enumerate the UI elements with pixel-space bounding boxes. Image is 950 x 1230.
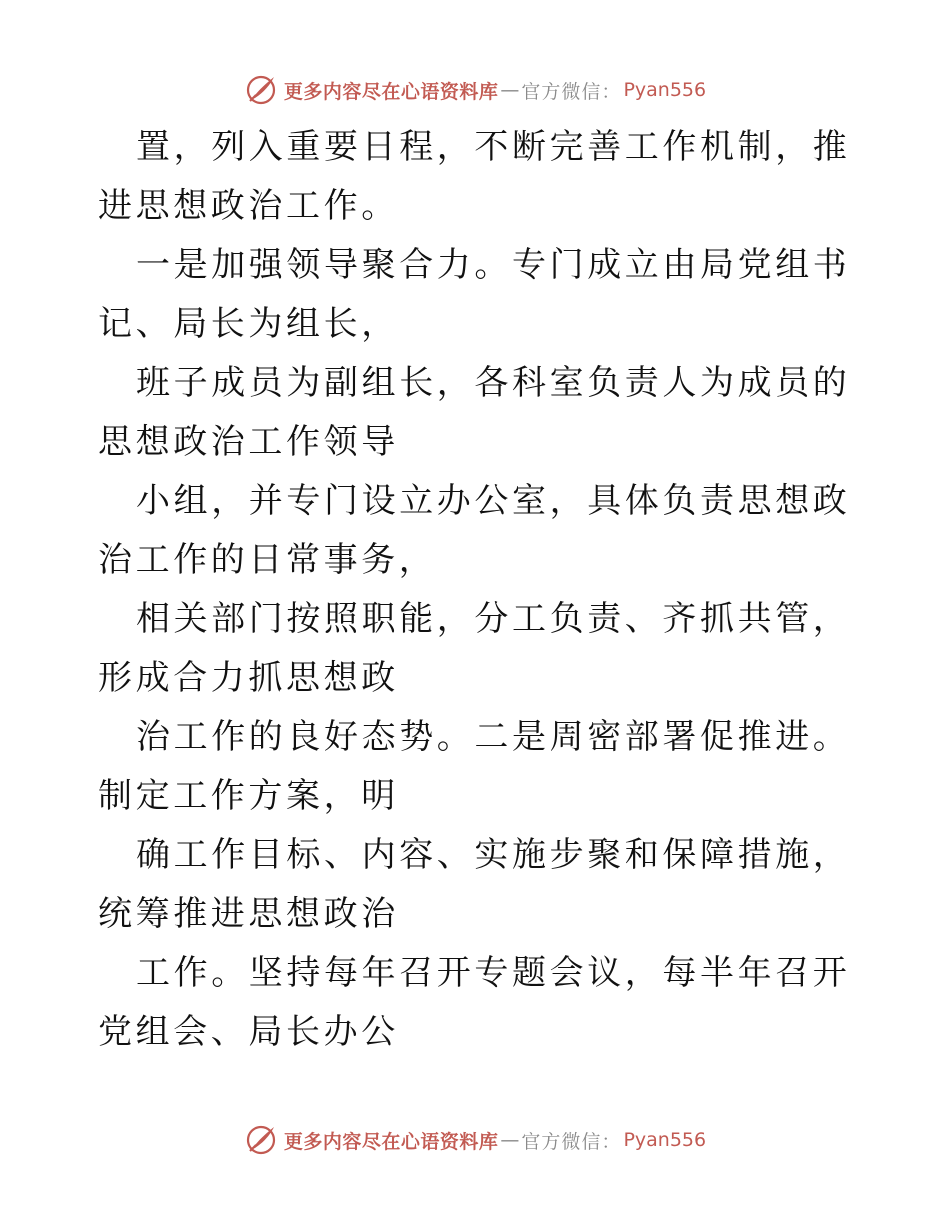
paragraph-2: 一是加强领导聚合力。专门成立由局党组书记、局长为组长， bbox=[98, 245, 851, 344]
quill-logo-icon bbox=[244, 1123, 278, 1157]
header-banner-dash: — bbox=[500, 79, 520, 101]
paragraph-6: 治工作的良好态势。二是周密部署促推进。制定工作方案，明 bbox=[98, 717, 851, 816]
paragraph-7: 确工作目标、内容、实施步聚和保障措施，统筹推进思想政治 bbox=[98, 835, 851, 934]
footer-banner bbox=[0, 1120, 950, 1160]
header-banner-id: Pyan556 bbox=[623, 79, 707, 101]
header-banner-title: 更多内容尽在心语资料库 bbox=[283, 80, 499, 103]
paragraph-1: 置，列入重要日程，不断完善工作机制，推进思想政治工作。 bbox=[98, 127, 851, 226]
paragraph-3: 班子成员为副组长，各科室负责人为成员的思想政治工作领导 bbox=[98, 363, 851, 462]
quill-logo-icon bbox=[244, 73, 278, 107]
paragraph-5: 相关部门按照职能，分工负责、齐抓共管，形成合力抓思想政 bbox=[98, 599, 851, 698]
footer-banner-title: 更多内容尽在心语资料库 bbox=[283, 1130, 499, 1153]
header-banner-label: 官方微信： bbox=[521, 80, 622, 103]
footer-banner-id: Pyan556 bbox=[623, 1129, 707, 1151]
document-body bbox=[98, 118, 858, 1062]
paragraph-4: 小组，并专门设立办公室，具体负责思想政治工作的日常事务， bbox=[98, 481, 851, 580]
footer-banner-dash: — bbox=[500, 1129, 520, 1151]
header-banner bbox=[0, 70, 950, 110]
paragraph-8: 工作。坚持每年召开专题会议，每半年召开党组会、局长办公 bbox=[98, 953, 851, 1052]
footer-banner-label: 官方微信： bbox=[521, 1130, 622, 1153]
